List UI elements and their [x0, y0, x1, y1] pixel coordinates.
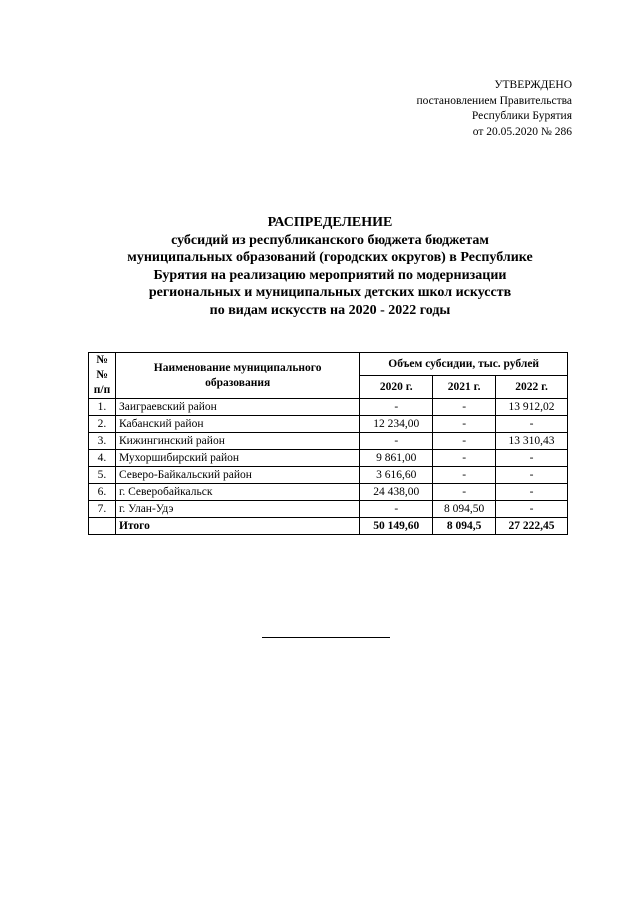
row-number: 7. — [89, 501, 116, 518]
table-row — [89, 484, 568, 501]
approval-date-number: от 20.05.2020 № 286 — [472, 125, 572, 138]
row-value-2022: - — [496, 467, 568, 484]
title-line: субсидий из республиканского бюджета бюджетам — [171, 232, 489, 248]
row-municipality: Заиграевский район — [115, 399, 359, 416]
row-value-2020: - — [360, 501, 433, 518]
total-value-2021: 8 094,5 — [433, 518, 496, 535]
row-municipality: Мухоршибирский район — [115, 450, 359, 467]
table-row — [89, 501, 568, 518]
row-value-2022: - — [496, 450, 568, 467]
title-line: Бурятия на реализацию мероприятий по модернизации — [153, 267, 507, 283]
title-line: региональных и муниципальных детских школ искусств — [148, 285, 512, 300]
row-number: 2. — [89, 416, 116, 433]
approval-decree: постановлением Правительства — [416, 94, 572, 107]
row-municipality: Северо-Байкальский район — [115, 467, 359, 484]
total-number-cell — [89, 518, 116, 535]
approval-stamp — [370, 78, 572, 140]
row-value-2020: 24 438,00 — [360, 484, 433, 501]
row-value-2021: - — [433, 450, 496, 467]
row-municipality: г. Северобайкальск — [115, 484, 359, 501]
row-municipality: Кабанский район — [115, 416, 359, 433]
header-year-2022: 2022 г. — [496, 376, 568, 399]
row-value-2022: - — [496, 484, 568, 501]
header-year-2021: 2021 г. — [433, 376, 496, 399]
row-number: 3. — [89, 433, 116, 450]
row-value-2021: - — [433, 416, 496, 433]
table-row — [89, 450, 568, 467]
row-value-2021: - — [433, 433, 496, 450]
total-row — [89, 518, 568, 535]
row-value-2020: - — [360, 433, 433, 450]
title-line: по видам искусств на 2020 - 2022 годы — [209, 302, 451, 318]
row-value-2020: 3 616,60 — [360, 467, 433, 484]
header-subsidy-volume: Объем субсидии, тыс. рублей — [360, 353, 568, 376]
row-value-2020: 9 861,00 — [360, 450, 433, 467]
subsidy-table — [88, 352, 568, 535]
table-row — [89, 399, 568, 416]
row-value-2020: - — [360, 399, 433, 416]
row-value-2022: - — [496, 501, 568, 518]
row-number: 5. — [89, 467, 116, 484]
title-line: муниципальных образований (городских округов) в Республике — [127, 250, 533, 265]
row-value-2021: - — [433, 467, 496, 484]
row-number: 6. — [89, 484, 116, 501]
approval-label: УТВЕРЖДЕНО — [494, 79, 572, 91]
row-municipality: Кижингинский район — [115, 433, 359, 450]
title-heading: РАСПРЕДЕЛЕНИЕ — [267, 215, 393, 230]
header-municipality: Наименование муниципального образования — [115, 353, 359, 399]
row-value-2021: - — [433, 399, 496, 416]
total-value-2020: 50 149,60 — [360, 518, 433, 535]
row-value-2021: 8 094,50 — [433, 501, 496, 518]
row-municipality: г. Улан-Удэ — [115, 501, 359, 518]
row-value-2021: - — [433, 484, 496, 501]
table-row — [89, 416, 568, 433]
row-value-2022: - — [496, 416, 568, 433]
row-number: 1. — [89, 399, 116, 416]
header-number: №№ п/п — [89, 353, 116, 399]
row-number: 4. — [89, 450, 116, 467]
closing-rule — [262, 637, 390, 638]
table-row — [89, 467, 568, 484]
table-row — [89, 433, 568, 450]
row-value-2020: 12 234,00 — [360, 416, 433, 433]
total-value-2022: 27 222,45 — [496, 518, 568, 535]
row-value-2022: 13 912,02 — [496, 399, 568, 416]
header-year-2020: 2020 г. — [360, 376, 433, 399]
document-title — [90, 214, 570, 319]
approval-republic: Республики Бурятия — [471, 110, 572, 122]
row-value-2022: 13 310,43 — [496, 433, 568, 450]
total-label: Итого — [115, 518, 359, 535]
